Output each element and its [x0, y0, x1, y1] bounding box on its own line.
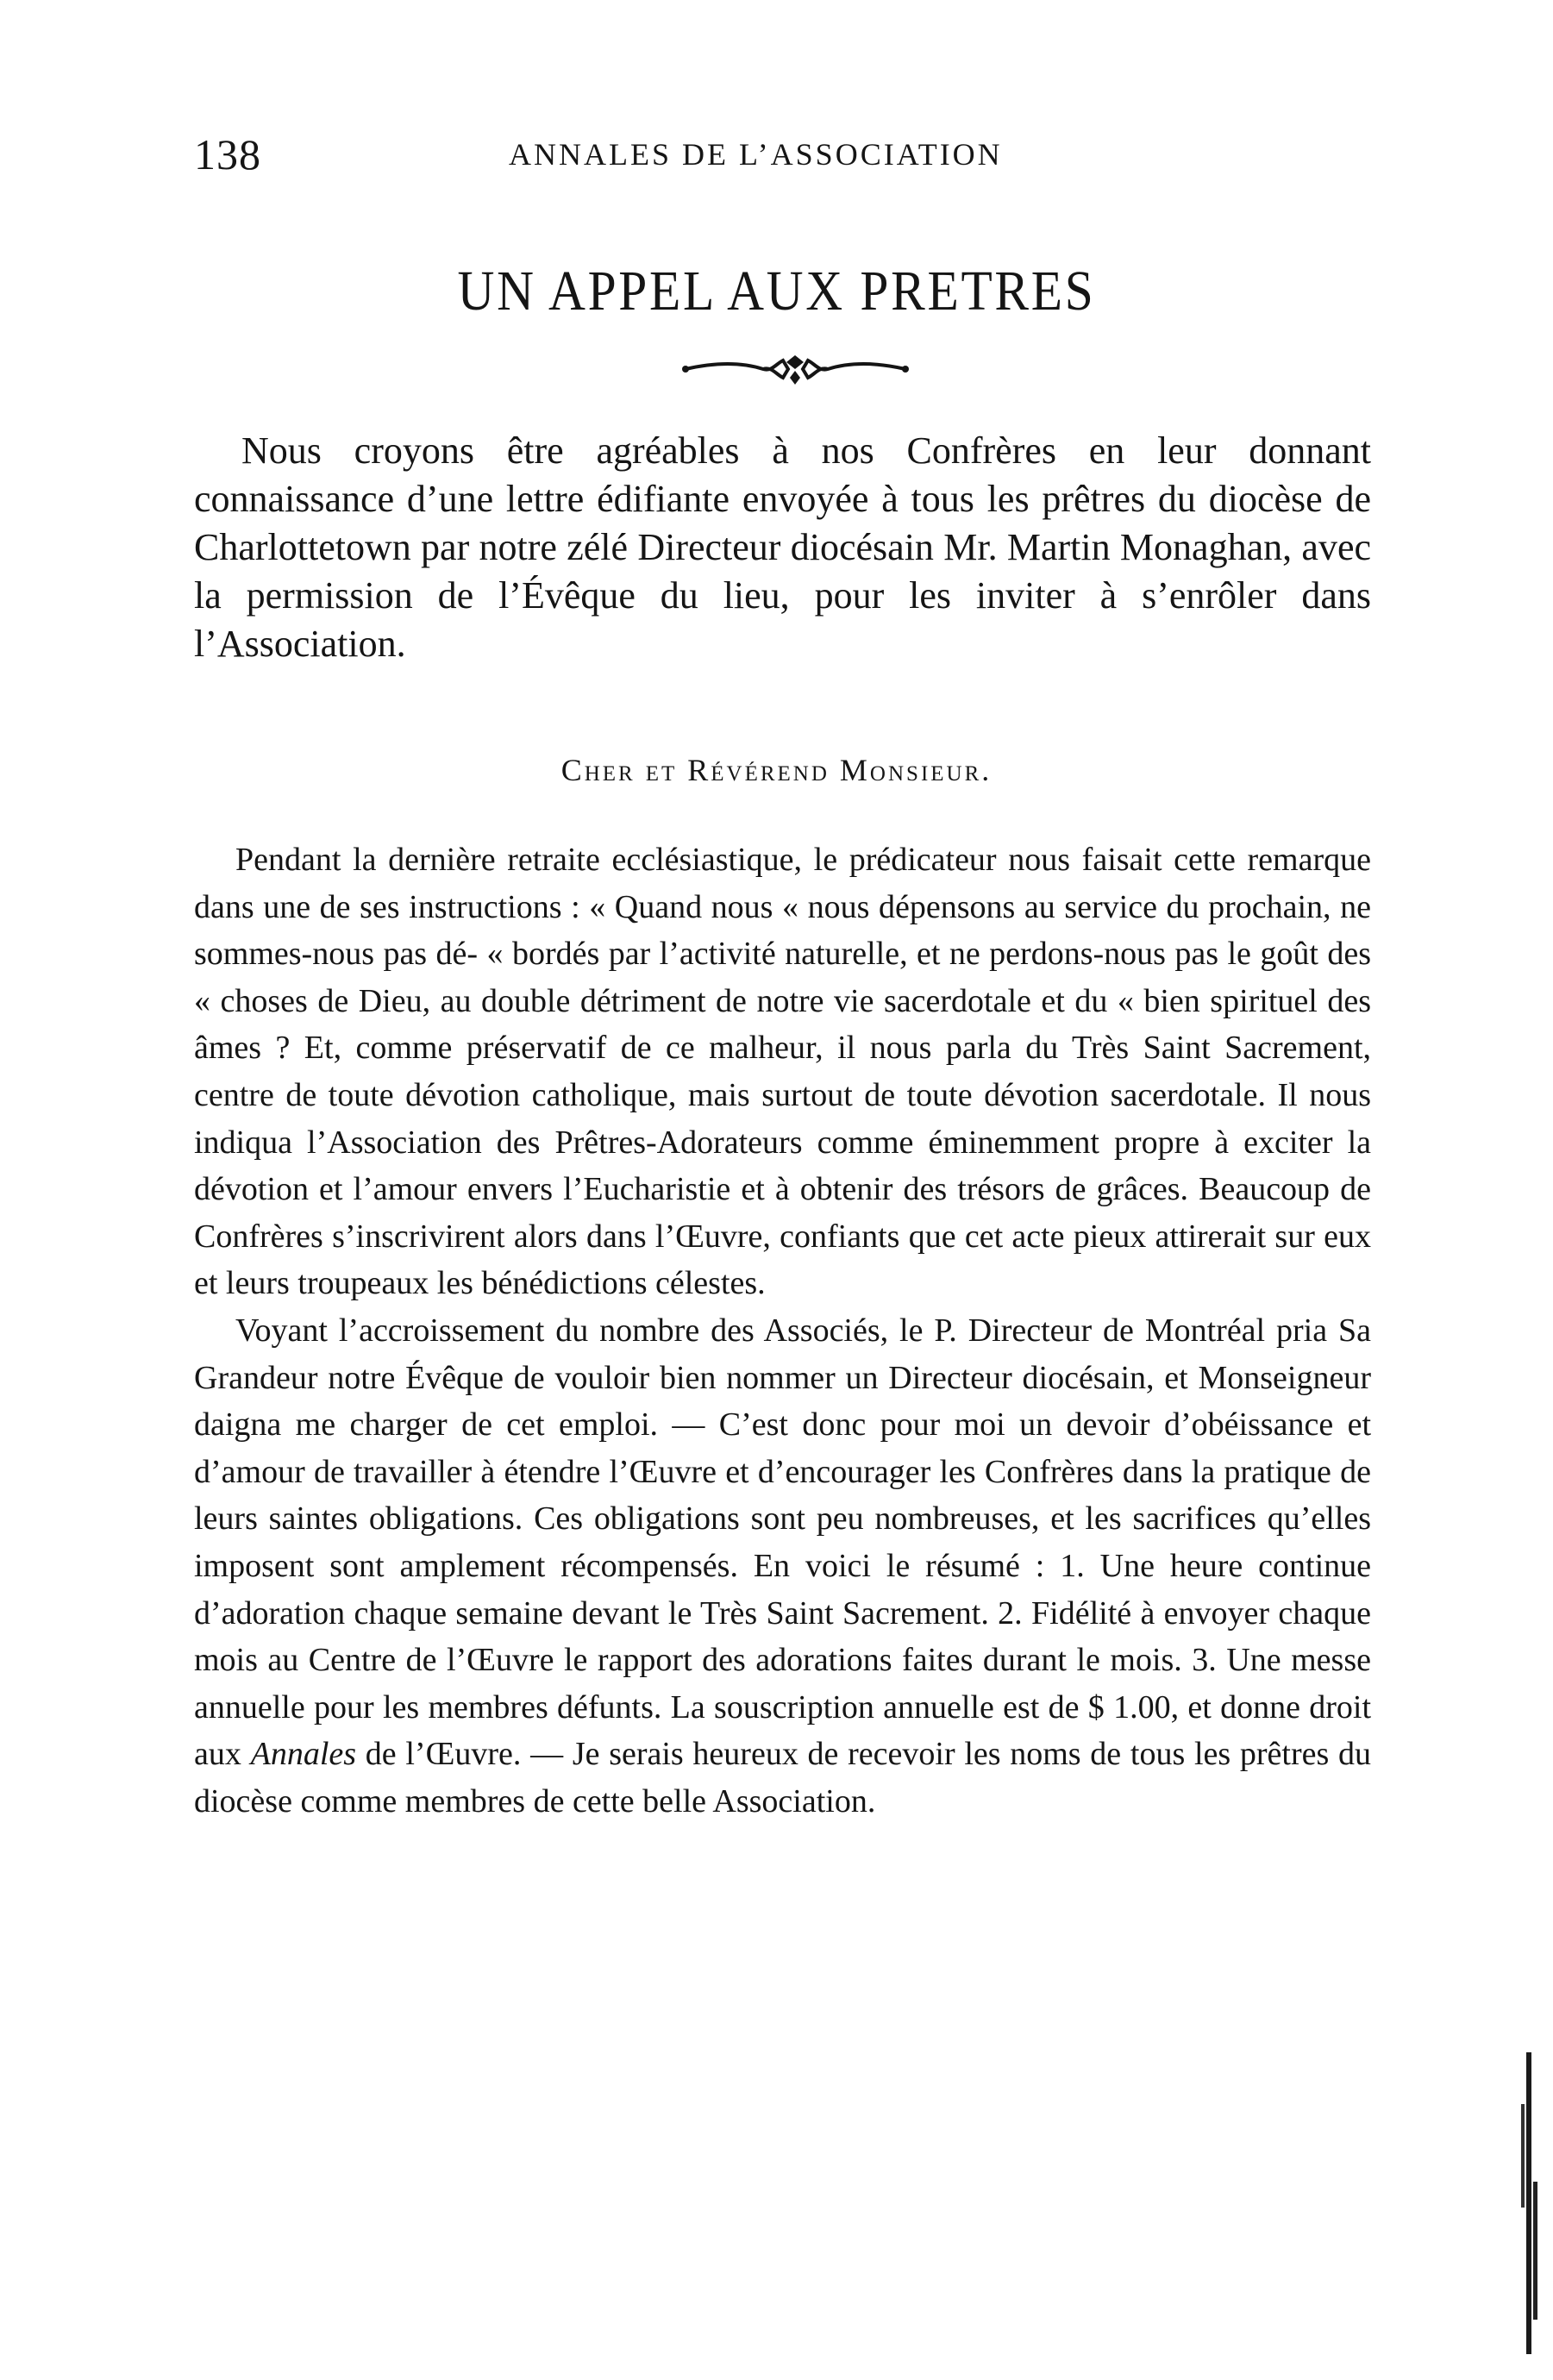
letter-body: [194, 836, 1371, 1825]
fleuron-ornament-icon: [681, 352, 910, 386]
running-header: [194, 129, 1401, 181]
page-number: 138: [194, 130, 261, 178]
letter-paragraph-1: Pendant la dernière retraite ecclésiastique, le prédicateur nous faisait cette remarque dans une de ses instructions : « Quand nous « nous dépensons au service du prochain, ne sommes-nous pas dé- « bordés par l’activité naturelle, et ne perdons-nous pas le goût des « choses de Dieu, au double détriment de notre vie sacerdotale et du « bien spirituel des âmes ? Et, comme préservatif de ce malheur, il nous parla du Très Saint Sacrement, centre de toute dévotion catholique, mais surtout de toute dévotion sacerdotale. Il nous indiqua l’Association des Prêtres-Adorateurs comme éminemment propre à exciter la dévotion et l’amour envers l’Eucharistie et à obtenir des trésors de grâces. Beaucoup de Confrères s’inscrivirent alors dans l’Œuvre, confiants que cet acte pieux attirerait sur eux et leurs troupeaux les bénédictions célestes.: [194, 842, 1371, 1302]
annales-italic-word: Annales: [250, 1736, 357, 1773]
letter-paragraph-2-text: Voyant l’accroissement du nombre des Associés, le P. Directeur de Montréal pria Sa Grandeur notre Évêque de vouloir bien nommer un Directeur diocésain, et Monseigneur daigna me charger de cet emploi. — C’est donc pour moi un devoir d’obéissance et d’amour de travailler à étendre l’Œuvre et d’encourager les Confrères dans la pratique de leurs saintes obligations. Ces obligations sont peu nombreuses, et les sacrifices qu’elles imposent sont amplement récompensés. En voici le résumé : 1. Une heure continue d’adoration chaque semaine devant le Très Saint Sacrement. 2. Fidélité à envoyer chaque mois au Centre de l’Œuvre le rapport des adorations faites durant le mois. 3. Une messe annuelle pour les membres défunts. La souscription annuelle est de $ 1.00, et donne droit aux: [194, 1312, 1371, 1773]
running-title: ANNALES DE L’ASSOCIATION: [509, 137, 1003, 172]
letter-closing-text: de l’Œuvre. — Je serais heureux de recevoir les noms de tous les prêtres du diocèse comme membres de cette belle Association.: [194, 1736, 1372, 1819]
intro-paragraph: Nous croyons être agréables à nos Confrères en leur donnant connaissance d’une lettre édifiante envoyée à tous les prêtres du diocèse de Charlottetown par notre zélé Directeur diocésain Mr. Martin Monaghan, avec la permission de l’Évêque du lieu, pour les inviter à s’enrôler dans l’Association.: [194, 429, 1371, 665]
letter-paragraph-2: [194, 1307, 1371, 1826]
article-title: UN APPEL AUX PRETRES: [457, 260, 1096, 323]
letter-salutation: Cher et Révérend Monsieur.: [560, 753, 993, 787]
scan-edge-mark: [1518, 2052, 1544, 2354]
